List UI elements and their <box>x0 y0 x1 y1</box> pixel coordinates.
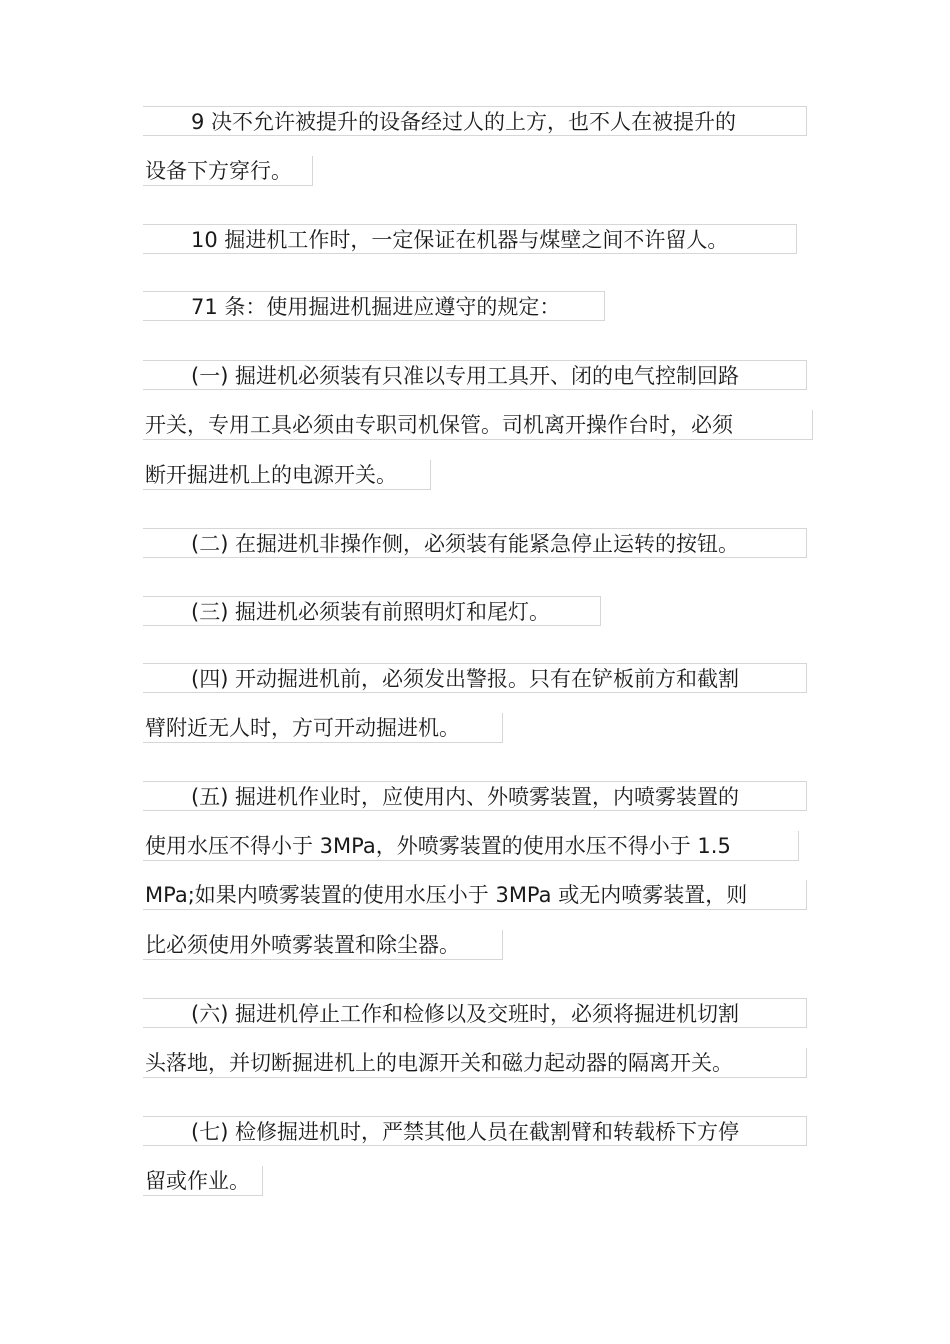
item-5-line-4: 比必须使用外喷雾装置和除尘器。 <box>143 930 503 960</box>
item-6-line-2: 头落地，并切断掘进机上的电源开关和磁力起动器的隔离开关。 <box>143 1048 807 1078</box>
item-1-line-1: (一) 掘进机必须装有只准以专用工具开、闭的电气控制回路 <box>143 360 807 390</box>
paragraph-9-line-1: 9 决不允许被提升的设备经过人的上方，也不人在被提升的 <box>143 106 807 136</box>
item-7-line-2: 留或作业。 <box>143 1166 263 1196</box>
item-1-line-2: 开关，专用工具必须由专职司机保管。司机离开操作台时，必须 <box>143 410 813 440</box>
item-2-line-1: (二) 在掘进机非操作侧，必须装有能紧急停止运转的按钮。 <box>143 528 807 558</box>
item-5-line-1: (五) 掘进机作业时，应使用内、外喷雾装置，内喷雾装置的 <box>143 781 807 811</box>
item-7-line-1: (七) 检修掘进机时，严禁其他人员在截割臂和转载桥下方停 <box>143 1116 807 1146</box>
paragraph-9-line-2: 设备下方穿行。 <box>143 156 313 186</box>
item-4-line-1: (四) 开动掘进机前，必须发出警报。只有在铲板前方和截割 <box>143 663 807 693</box>
item-5-line-3: MPa;如果内喷雾装置的使用水压小于 3MPa 或无内喷雾装置，则 <box>143 880 807 910</box>
item-5-line-2: 使用水压不得小于 3MPa，外喷雾装置的使用水压不得小于 1.5 <box>143 831 799 861</box>
paragraph-10-line-1: 10 掘进机工作时，一定保证在机器与煤壁之间不许留人。 <box>143 224 797 254</box>
article-71-heading: 71 条：使用掘进机掘进应遵守的规定： <box>143 291 605 321</box>
item-6-line-1: (六) 掘进机停止工作和检修以及交班时，必须将掘进机切割 <box>143 998 807 1028</box>
item-4-line-2: 臂附近无人时，方可开动掘进机。 <box>143 713 503 743</box>
item-3-line-1: (三) 掘进机必须装有前照明灯和尾灯。 <box>143 596 601 626</box>
item-1-line-3: 断开掘进机上的电源开关。 <box>143 460 431 490</box>
